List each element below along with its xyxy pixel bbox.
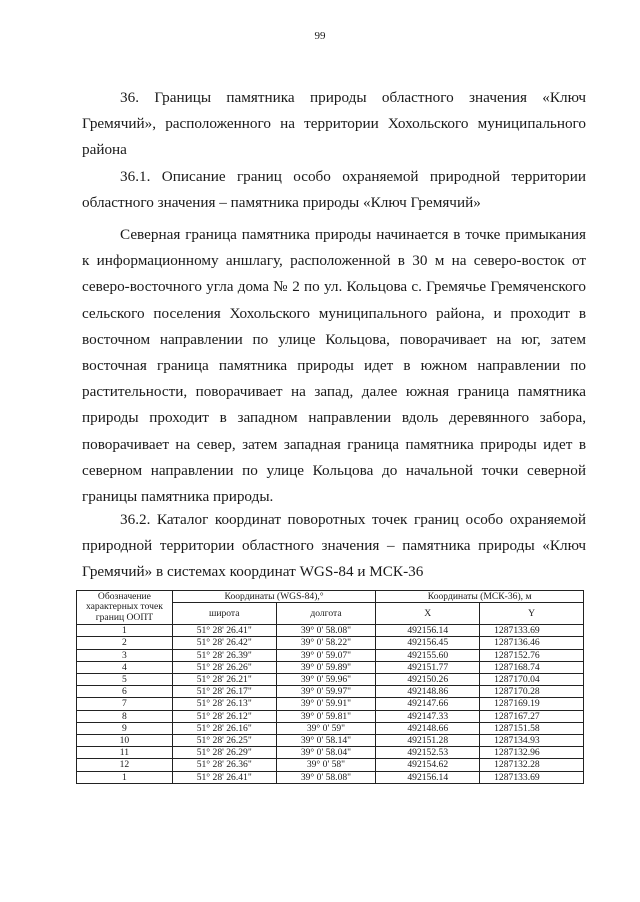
y-cell: 1287170.28 xyxy=(480,686,584,698)
header-x: X xyxy=(376,603,480,625)
header-msk36: Координаты (МСК-36), м xyxy=(376,591,584,603)
x-cell: 492150.26 xyxy=(376,674,480,686)
x-cell: 492154.62 xyxy=(376,759,480,771)
description-line: северном направлении по улице Кольцова до начальной точки северной xyxy=(82,461,586,479)
header-wgs84: Координаты (WGS-84),° xyxy=(172,591,375,603)
table-row xyxy=(77,686,584,698)
y-cell: 1287134.93 xyxy=(480,735,584,747)
longitude-cell: 39° 0' 58.08" xyxy=(276,771,376,783)
section-36-heading-line: 36. Границы памятника природы областного значения «Ключ xyxy=(120,89,586,106)
description-line: Северная граница памятника природы начинается в точке примыкания xyxy=(120,226,586,243)
longitude-cell: 39° 0' 59.07" xyxy=(276,649,376,661)
longitude-cell: 39° 0' 59.91" xyxy=(276,698,376,710)
x-cell: 492147.33 xyxy=(376,710,480,722)
latitude-cell: 51° 28' 26.25" xyxy=(172,735,276,747)
point-cell: 12 xyxy=(77,759,173,771)
x-cell: 492152.53 xyxy=(376,747,480,759)
latitude-cell: 51° 28' 26.39" xyxy=(172,649,276,661)
section-36-heading-line: Гремячий», расположенного на территории Хохольского муниципального xyxy=(82,115,586,133)
description-line: границы памятника природы. xyxy=(82,488,274,506)
latitude-cell: 51° 28' 26.29" xyxy=(172,747,276,759)
section-36-1-heading-line: областного значения – памятника природы «Ключ Гремячий» xyxy=(82,194,481,212)
coordinates-table-body xyxy=(77,625,584,784)
point-cell: 2 xyxy=(77,637,173,649)
coordinates-table xyxy=(76,590,584,784)
x-cell: 492156.14 xyxy=(376,625,480,637)
latitude-cell: 51° 28' 26.12" xyxy=(172,710,276,722)
table-row xyxy=(77,722,584,734)
latitude-cell: 51° 28' 26.17" xyxy=(172,686,276,698)
longitude-cell: 39° 0' 58" xyxy=(276,759,376,771)
table-row xyxy=(77,661,584,673)
point-cell: 9 xyxy=(77,722,173,734)
y-cell: 1287132.28 xyxy=(480,759,584,771)
point-cell: 4 xyxy=(77,661,173,673)
point-cell: 3 xyxy=(77,649,173,661)
y-cell: 1287133.69 xyxy=(480,625,584,637)
y-cell: 1287152.76 xyxy=(480,649,584,661)
latitude-cell: 51° 28' 26.36" xyxy=(172,759,276,771)
x-cell: 492155.60 xyxy=(376,649,480,661)
description-line: восточном направлении по улице Кольцова, поворачивает на юг, затем xyxy=(82,330,586,348)
longitude-cell: 39° 0' 58.04" xyxy=(276,747,376,759)
longitude-cell: 39° 0' 59" xyxy=(276,722,376,734)
description-line: к информационному аншлагу, расположенной в 30 м на северо-восток от xyxy=(82,252,586,270)
table-row xyxy=(77,674,584,686)
latitude-cell: 51° 28' 26.41" xyxy=(172,771,276,783)
description-line: растительности, поворачивает на запад, далее южная граница памятника xyxy=(82,383,586,401)
page-number: 99 xyxy=(314,30,326,42)
y-cell: 1287132.96 xyxy=(480,747,584,759)
x-cell: 492156.45 xyxy=(376,637,480,649)
point-cell: 1 xyxy=(77,771,173,783)
y-cell: 1287136.46 xyxy=(480,637,584,649)
longitude-cell: 39° 0' 59.81" xyxy=(276,710,376,722)
point-cell: 6 xyxy=(77,686,173,698)
table-row xyxy=(77,698,584,710)
table-row xyxy=(77,637,584,649)
table-row xyxy=(77,747,584,759)
header-latitude: широта xyxy=(172,603,276,625)
table-row xyxy=(77,710,584,722)
point-cell: 7 xyxy=(77,698,173,710)
x-cell: 492151.28 xyxy=(376,735,480,747)
table-row xyxy=(77,759,584,771)
y-cell: 1287167.27 xyxy=(480,710,584,722)
point-cell: 11 xyxy=(77,747,173,759)
y-cell: 1287133.69 xyxy=(480,771,584,783)
table-row xyxy=(77,625,584,637)
point-cell: 1 xyxy=(77,625,173,637)
y-cell: 1287168.74 xyxy=(480,661,584,673)
y-cell: 1287151.58 xyxy=(480,722,584,734)
longitude-cell: 39° 0' 58.14" xyxy=(276,735,376,747)
table-row xyxy=(77,735,584,747)
section-36-2-heading xyxy=(82,507,586,586)
longitude-cell: 39° 0' 59.89" xyxy=(276,661,376,673)
x-cell: 492148.86 xyxy=(376,686,480,698)
longitude-cell: 39° 0' 59.97" xyxy=(276,686,376,698)
description-line: восточная граница памятника природы идет в южном направлении по xyxy=(82,357,586,375)
point-cell: 8 xyxy=(77,710,173,722)
section-36-heading xyxy=(82,85,586,164)
point-cell: 5 xyxy=(77,674,173,686)
latitude-cell: 51° 28' 26.16" xyxy=(172,722,276,734)
x-cell: 492147.66 xyxy=(376,698,480,710)
latitude-cell: 51° 28' 26.21" xyxy=(172,674,276,686)
section-36-2-heading-line: 36.2. Каталог координат поворотных точек границ особо охраняемой xyxy=(120,511,586,528)
section-36-2-heading-line: природной территории областного значения – памятника природы «Ключ xyxy=(82,537,586,555)
latitude-cell: 51° 28' 26.41" xyxy=(172,625,276,637)
section-36-heading-line: района xyxy=(82,141,127,159)
longitude-cell: 39° 0' 58.08" xyxy=(276,625,376,637)
point-cell: 10 xyxy=(77,735,173,747)
y-cell: 1287170.04 xyxy=(480,674,584,686)
section-36-1-heading xyxy=(82,164,586,216)
x-cell: 492151.77 xyxy=(376,661,480,673)
y-cell: 1287169.19 xyxy=(480,698,584,710)
description-line: сельского поселения Хохольского муниципального района, и проходит в xyxy=(82,304,586,322)
table-row xyxy=(77,771,584,783)
description-line: северо-восточного угла дома № 2 по ул. Кольцова с. Гремячье Гремяченского xyxy=(82,278,586,296)
latitude-cell: 51° 28' 26.26" xyxy=(172,661,276,673)
x-cell: 492148.66 xyxy=(376,722,480,734)
header-point-designation: Обозначение характерных точек границ ООПТ xyxy=(77,591,173,625)
header-longitude: долгота xyxy=(276,603,376,625)
table-row xyxy=(77,649,584,661)
longitude-cell: 39° 0' 59.96" xyxy=(276,674,376,686)
latitude-cell: 51° 28' 26.13" xyxy=(172,698,276,710)
header-y: Y xyxy=(480,603,584,625)
boundary-description xyxy=(82,222,586,510)
section-36-1-heading-line: 36.1. Описание границ особо охраняемой природной территории xyxy=(120,168,586,185)
description-line: поворачивает на север, затем западная граница памятника природы идет в xyxy=(82,435,586,453)
section-36-2-heading-line: Гремячий» в системах координат WGS-84 и МСК-36 xyxy=(82,563,424,581)
longitude-cell: 39° 0' 58.22" xyxy=(276,637,376,649)
x-cell: 492156.14 xyxy=(376,771,480,783)
latitude-cell: 51° 28' 26.42" xyxy=(172,637,276,649)
description-line: природы проходит в западном направлении вдоль деревянного забора, xyxy=(82,409,586,427)
